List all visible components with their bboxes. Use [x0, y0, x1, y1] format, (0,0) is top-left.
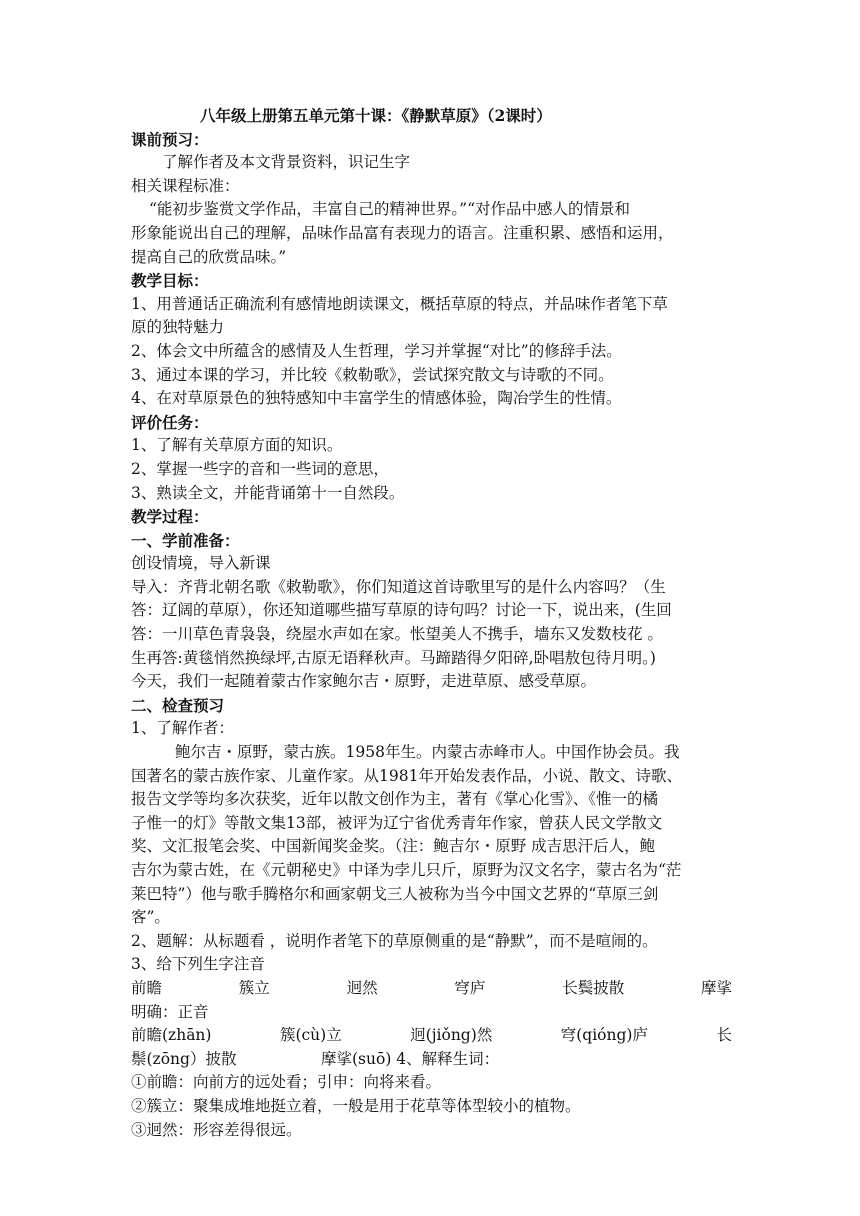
- word-item: 摩挲: [700, 978, 732, 997]
- goals-heading: 教学目标：: [131, 271, 209, 291]
- intro-heading: 创设情境，导入新课: [131, 554, 271, 573]
- author-line: 奖、文汇报笔会奖、中国新闻奖金奖。（注：鲍吉尔・原野 成吉思汗后人，鲍: [131, 837, 656, 856]
- document-title: 八年级上册第五单元第十课：《静默草原》（2课时）: [200, 106, 552, 125]
- task-line: 2、掌握一些字的音和一些词的意思，: [131, 459, 389, 478]
- process-heading: 教学过程：: [131, 507, 209, 527]
- pinyin-item: 簇(cù)立: [279, 1026, 342, 1045]
- author-line: 吉尔为蒙古姓，在《元朝秘史》中译为孛儿只斤，原野为汉文名字，蒙古名为“茫: [131, 861, 682, 879]
- author-line: 报告文学等均多次获奖，近年以散文创作为主，著有《掌心化雪》、《惟一的橘: [131, 790, 659, 809]
- goal-line: 4、在对草原景色的独特感知中丰富学生的情感体验，陶冶学生的性情。: [131, 389, 622, 408]
- standard-line: “能初步鉴赏文学作品，丰富自己的精神世界。”“对作品中感人的情景和: [149, 200, 631, 219]
- intro-line: 今天，我们一起随着蒙古作家鲍尔吉・原野，走进草原、感受草原。: [131, 672, 597, 691]
- intro-line: 导入：齐背北朝名歌《敕勒歌》，你们知道这首诗歌里写的是什么内容吗？（生: [131, 577, 666, 596]
- section-heading: 二、检查预习: [131, 695, 225, 715]
- preview-heading: 课前预习：: [131, 129, 209, 149]
- title-explanation: 2、题解：从标题看 ，说明作者笔下的草原侧重的是“静默”，而不是喧闹的。: [131, 931, 658, 950]
- task-line: 3、熟读全文，并能背诵第十一自然段。: [131, 483, 405, 502]
- explanation-line: ③迥然：形容差得很远。: [131, 1120, 302, 1139]
- pinyin-item: 穹(qióng)庐: [560, 1026, 648, 1045]
- word-list: [131, 977, 732, 1001]
- goal-line: 1、用普通话正确流利有感情地朗读课文，概括草原的特点，并品味作者笔下草: [131, 294, 668, 313]
- author-line: 客”。: [131, 908, 170, 927]
- standard-line: 形象能说出自己的理解，品味作品富有表现力的语言。注重积累、感悟和运用，: [131, 223, 674, 242]
- intro-line: 生再答:黄毯悄然换绿坪,古原无语释秋声。马蹄踏得夕阳碎,卧唱敖包待月明。): [131, 648, 656, 667]
- word-item: 迥然: [346, 978, 378, 997]
- word-item: 前瞻: [131, 978, 163, 997]
- pinyin-row: [131, 1048, 732, 1072]
- word-item: 簇立: [238, 978, 270, 997]
- explanation-line: ②簇立：聚集成堆地挺立着，一般是用于花草等体型较小的植物。: [131, 1096, 581, 1115]
- word-item: 长鬓披散: [562, 978, 625, 997]
- author-line: 鲍尔吉・原野，蒙古族。1958年生。内蒙古赤峰市人。中国作协会员。我: [175, 743, 680, 762]
- explanation-line: ①前瞻：向前方的远处看；引申：向将来看。: [131, 1073, 442, 1092]
- preview-text: 了解作者及本文背景资料，识记生字: [162, 153, 411, 172]
- goal-line: 2、体会文中所蕴含的感情及人生哲理，学习并掌握“对比”的修辞手法。: [131, 341, 622, 360]
- goal-line: 3、通过本课的学习，并比较《敕勒歌》，尝试探究散文与诗歌的不同。: [131, 365, 614, 384]
- word-item: 穹庐: [454, 978, 486, 997]
- section-heading: 一、学前准备：: [131, 530, 240, 550]
- standard-heading: 相关课程标准：: [131, 176, 240, 195]
- document-body: [131, 104, 732, 1142]
- clarify-line: 明确：正音: [131, 1002, 209, 1021]
- intro-line: 答：辽阔的草原），你还知道哪些描写草原的诗句吗？讨论一下，说出来，(生回: [131, 601, 672, 620]
- author-heading: 1、了解作者：: [131, 719, 234, 738]
- author-line: 莱巴特”）他与歌手腾格尔和画家朝戈三人被称为当今中国文艺界的“草原三剑: [131, 884, 659, 903]
- task-line: 1、了解有关草原方面的知识。: [131, 436, 343, 455]
- pinyin-row: [131, 1024, 732, 1048]
- phonetic-heading: 3、给下列生字注音: [131, 955, 265, 974]
- intro-line: 答：一川草色青袅袅，绕屋水声如在家。怅望美人不携手，墙东又发数枝花 。: [131, 625, 663, 644]
- pinyin-item: 迥(jiǒng)然: [410, 1026, 493, 1045]
- pinyin-item: 长: [716, 1026, 732, 1045]
- standard-line: 提高自己的欣赏品味。”: [131, 247, 287, 266]
- pinyin-item: 前瞻(zhān): [131, 1026, 212, 1045]
- tasks-heading: 评价任务：: [131, 412, 209, 432]
- author-line: 子惟一的灯》等散文集13部，被评为辽宁省优秀青年作家，曾获人民文学散文: [131, 813, 663, 832]
- goal-line: 原的独特魅力: [131, 318, 225, 337]
- pinyin-item: 摩挲(suō) 4、解释生词：: [321, 1049, 500, 1068]
- pinyin-item: 鬃(zōng）披散: [131, 1049, 237, 1068]
- author-line: 国著名的蒙古族作家、儿童作家。从1981年开始发表作品，小说、散文、诗歌、: [131, 766, 682, 785]
